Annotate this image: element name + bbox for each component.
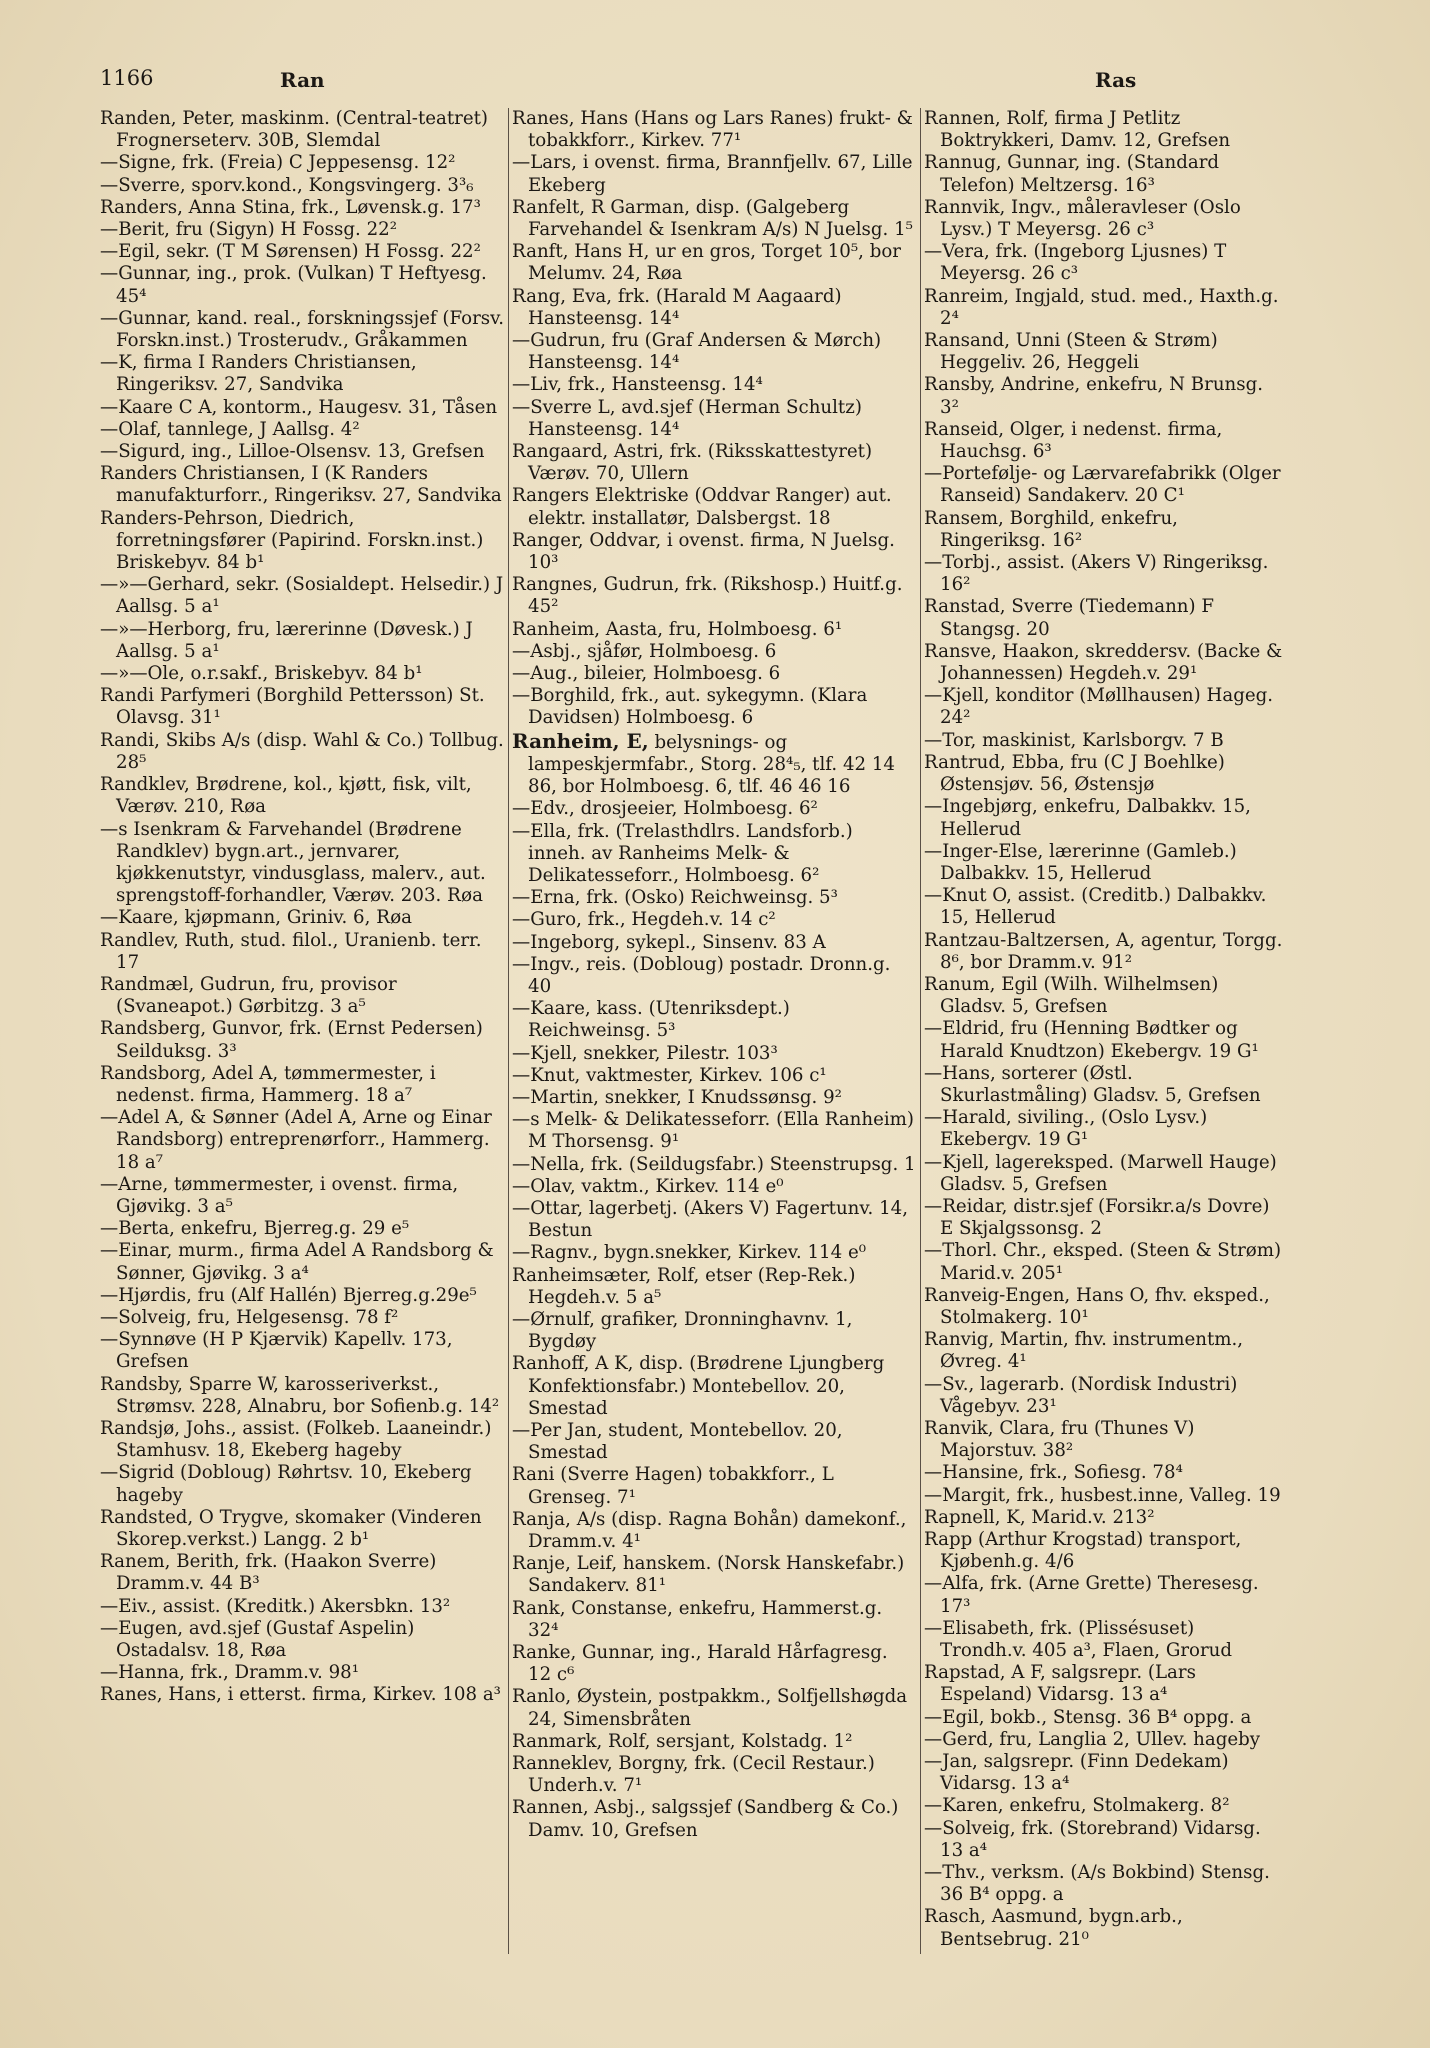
directory-entry: Rannug, Gunnar, ing. (Standard Telefon) Meltzersg. 16³ bbox=[924, 152, 1220, 196]
directory-entry: —Kaare C A, kontorm., Haugesv. 31, Tåsen bbox=[100, 396, 498, 418]
directory-entry: —Sigrid (Dobloug) Røhrtsv. 10, Ekeberg hageby bbox=[100, 1462, 472, 1506]
directory-entry: —Einar, murm., firma Adel A Randsborg & Sønner, Gjøvikg. 3 a⁴ bbox=[100, 1240, 494, 1284]
directory-entry: Rapnell, K, Marid.v. 213² bbox=[924, 1506, 1155, 1528]
directory-column-3 bbox=[924, 108, 1284, 1958]
directory-entry: —Kaare, kjøpmann, Griniv. 6, Røa bbox=[100, 907, 413, 929]
directory-entry: —Ingebjørg, enkefru, Dalbakkv. 15, Hellerud bbox=[924, 796, 1251, 840]
directory-entry: —Liv, frk., Hansteensg. 14⁴ bbox=[512, 374, 763, 396]
directory-entry: —Gerd, fru, Langlia 2, Ullev. hageby bbox=[924, 1728, 1261, 1750]
directory-entry: Ranvik, Clara, fru (Thunes V) Majorstuv. 38² bbox=[924, 1417, 1195, 1462]
directory-entry: —Kaare, kass. (Utenriksdept.) Reichweinsg. 5³ bbox=[512, 998, 790, 1042]
running-head-left: Ran bbox=[280, 68, 325, 92]
directory-entry: Randsted, O Trygve, skomaker (Vinderen Skorep.verkst.) Langg. 2 b¹ bbox=[100, 1506, 482, 1550]
directory-entry: Ranveig-Engen, Hans O, fhv. eksped., Stolmakerg. 10¹ bbox=[924, 1284, 1270, 1328]
directory-entry: —Synnøve (H P Kjærvik) Kapellv. 173, Grefsen bbox=[100, 1329, 453, 1373]
directory-entry: Rangers Elektriske (Oddvar Ranger) aut. elektr. installatør, Dalsbergst. 18 bbox=[512, 485, 892, 529]
directory-entry: —Portefølje- og Lærvarefabrikk (Olger Ranseid) Sandakerv. 20 C¹ bbox=[924, 463, 1281, 507]
directory-entry: —Inger-Else, lærerinne (Gamleb.) Dalbakkv. 15, Hellerud bbox=[924, 840, 1237, 884]
directory-entry: —Sverre L, avd.sjef (Herman Schultz) Hansteensg. 14⁴ bbox=[512, 396, 862, 440]
directory-entry: —Reidar, distr.sjef (Forsikr.a/s Dovre) E Skjalgssonsg. 2 bbox=[924, 1195, 1270, 1240]
directory-entry: —Edv., drosjeeier, Holmboesg. 6² bbox=[512, 798, 818, 820]
directory-entry: Rapp (Arthur Krogstad) transport, Kjøbenh.g. 4/6 bbox=[924, 1529, 1242, 1573]
directory-entry: Ransem, Borghild, enkefru, Ringeriksg. 16² bbox=[924, 507, 1178, 551]
directory-entry: —Berta, enkefru, Bjerreg.g. 29 e⁵ bbox=[100, 1218, 410, 1240]
directory-entry: —Hansine, frk., Sofiesg. 78⁴ bbox=[924, 1462, 1183, 1484]
directory-entry: Ransve, Haakon, skreddersv. (Backe & Johannessen) Hegdeh.v. 29¹ bbox=[924, 640, 1283, 685]
directory-entry: —Torbj., assist. (Akers V) Ringeriksg. 16² bbox=[924, 552, 1269, 596]
directory-entry: Rannen, Asbj., salgssjef (Sandberg & Co.) Damv. 10, Grefsen bbox=[512, 1797, 899, 1841]
directory-entry: Ranneklev, Borgny, frk. (Cecil Restaur.) Underh.v. 7¹ bbox=[512, 1753, 875, 1797]
directory-entry: Ranum, Egil (Wilh. Wilhelmsen) Gladsv. 5, Grefsen bbox=[924, 973, 1219, 1018]
directory-entry: —Signe, frk. (Freia) C Jeppesensg. 12² bbox=[100, 152, 456, 174]
directory-entry: Ranger, Oddvar, i ovenst. firma, N Juelsg. 10³ bbox=[512, 529, 895, 574]
directory-entry: —Martin, snekker, I Knudssønsg. 9² bbox=[512, 1086, 842, 1108]
directory-entry: Ranft, Hans H, ur en gros, Torget 10⁵, bor Melumv. 24, Røa bbox=[512, 241, 901, 285]
directory-entry: —Hjørdis, fru (Alf Hallén) Bjerreg.g.29e⁵ bbox=[100, 1284, 477, 1306]
directory-entry: —Ragnv., bygn.snekker, Kirkev. 114 e⁰ bbox=[512, 1242, 866, 1264]
directory-entry: —Erna, frk. (Osko) Reichweinsg. 5³ bbox=[512, 887, 838, 909]
directory-entry: —Aug., bileier, Holmboesg. 6 bbox=[512, 663, 781, 685]
directory-entry: Rangaard, Astri, frk. (Riksskattestyret) Værøv. 70, Ullern bbox=[512, 441, 873, 485]
directory-entry: —s Isenkram & Farvehandel (Brødrene Randklev) bygn.art., jernvarer, kjøkkenutstyr, vindusglass, malerv., aut. sprengstoff-forhandler, Værøv. 203. Røa bbox=[100, 818, 486, 907]
directory-entry: —Nella, frk. (Seildugsfabr.) Steenstrupsg. 1 bbox=[512, 1153, 916, 1175]
directory-entry: Randsjø, Johs., assist. (Folkeb. Laaneindr.) Stamhusv. 18, Ekeberg hageby bbox=[100, 1417, 492, 1462]
directory-entry: Rangnes, Gudrun, frk. (Rikshosp.) Huitf.g. 45² bbox=[512, 574, 903, 618]
directory-entry: —Ottar, lagerbetj. (Akers V) Fagertunv. 14, Bestun bbox=[512, 1197, 908, 1242]
page-header bbox=[0, 66, 1430, 100]
directory-entry: —Jan, salgsrepr. (Finn Dedekam) Vidarsg. 13 a⁴ bbox=[924, 1751, 1229, 1795]
directory-entry: Ranheimsæter, Rolf, etser (Rep-Rek.) Hegdeh.v. 5 a⁵ bbox=[512, 1264, 856, 1308]
directory-entry: —Gunnar, ing., prok. (Vulkan) T Heftyesg. 45⁴ bbox=[100, 263, 487, 307]
directory-entry: —Harald, siviling., (Oslo Lysv.) Ekebergv. 19 G¹ bbox=[924, 1107, 1208, 1151]
directory-entry: Randmæl, Gudrun, fru, provisor (Svaneapot.) Gørbitzg. 3 a⁵ bbox=[100, 973, 397, 1018]
directory-entry: —Egil, sekr. (T M Sørensen) H Fossg. 22² bbox=[100, 241, 481, 263]
running-head-right: Ras bbox=[1095, 68, 1137, 92]
directory-entry: Rannvik, Ingv., måleravleser (Oslo Lysv.) T Meyersg. 26 c³ bbox=[924, 196, 1241, 241]
directory-entry: —Karen, enkefru, Stolmakerg. 8² bbox=[924, 1795, 1230, 1817]
directory-entry: Randers Christiansen, I (K Randers manufakturforr., Ringeriksv. 27, Sandvika bbox=[100, 463, 502, 507]
directory-entry: Ranje, Leif, hanskem. (Norsk Hanskefabr.) Sandakerv. 81¹ bbox=[512, 1553, 905, 1597]
directory-entry: Randsberg, Gunvor, frk. (Ernst Pedersen) Seilduksg. 3³ bbox=[100, 1018, 483, 1062]
directory-column-1 bbox=[100, 108, 504, 1958]
directory-entry: —Sverre, sporv.kond., Kongsvingerg. 3³₆ bbox=[100, 174, 474, 196]
directory-entry: Ranmark, Rolf, sersjant, Kolstadg. 1² bbox=[512, 1730, 853, 1752]
directory-entry: Ranheim, Aasta, fru, Holmboesg. 6¹ bbox=[512, 618, 843, 640]
directory-entry: —Lars, i ovenst. firma, Brannfjellv. 67, Lille Ekeberg bbox=[512, 152, 913, 196]
directory-entry: Rasch, Aasmund, bygn.arb., Bentsebrug. 21⁰ bbox=[924, 1906, 1183, 1950]
directory-entry: —s Melk- & Delikatesseforr. (Ella Ranheim) M Thorsensg. 9¹ bbox=[512, 1109, 915, 1153]
directory-entry: —Ella, frk. (Trelasthdlrs. Landsforb.) inneh. av Ranheims Melk- & Delikatesseforr., Holmboesg. 6² bbox=[512, 820, 853, 886]
directory-entry: —»—Herborg, fru, lærerinne (Døvesk.) J Aallsg. 5 a¹ bbox=[100, 618, 473, 662]
directory-entry: —Gunnar, kand. real., forskningssjef (Forsv. Forskn.inst.) Trosterudv., Gråkammen bbox=[100, 307, 504, 352]
directory-entry: Randi Parfymeri (Borghild Pettersson) St. Olavsg. 31¹ bbox=[100, 685, 485, 729]
directory-entry: Ranreim, Ingjald, stud. med., Haxth.g. 2⁴ bbox=[924, 285, 1279, 329]
directory-entry: Ranheim, E, belysnings- og lampeskjermfabr., Storg. 28⁴₅, tlf. 42 14 86, bor Holmboesg. 6, tlf. 46 46 16 bbox=[512, 728, 896, 798]
directory-entry: Ranem, Berith, frk. (Haakon Sverre) Dramm.v. 44 B³ bbox=[100, 1551, 437, 1595]
directory-entry: Randers, Anna Stina, frk., Løvensk.g. 17³ bbox=[100, 196, 481, 218]
directory-entry: Ranseid, Olger, i nedenst. firma, Hauchsg. 6³ bbox=[924, 418, 1223, 463]
directory-entry: Ranja, A/s (disp. Ragna Bohån) damekonf., Dramm.v. 4¹ bbox=[512, 1508, 907, 1552]
directory-entry: —Arne, tømmermester, i ovenst. firma, Gjøvikg. 3 a⁵ bbox=[100, 1173, 459, 1217]
directory-entry: —Asbj., sjåfør, Holmboesg. 6 bbox=[512, 640, 777, 662]
directory-entry: Randi, Skibs A/s (disp. Wahl & Co.) Tollbug. 28⁵ bbox=[100, 729, 504, 773]
directory-entry: —Egil, bokb., Stensg. 36 B⁴ oppg. a bbox=[924, 1706, 1252, 1728]
directory-entry: Randklev, Brødrene, kol., kjøtt, fisk, vilt, Værøv. 210, Røa bbox=[100, 774, 472, 818]
directory-entry: —Per Jan, student, Montebellov. 20, Smestad bbox=[512, 1419, 843, 1464]
directory-entry: —K, firma I Randers Christiansen, Ringeriksv. 27, Sandvika bbox=[100, 352, 417, 396]
directory-column-2 bbox=[512, 108, 916, 1958]
directory-entry: Ranfelt, R Garman, disp. (Galgeberg Farvehandel & Isenkram A/s) N Juelsg. 1⁵ bbox=[512, 196, 913, 241]
directory-entry: —Eugen, avd.sjef (Gustaf Aspelin) Ostadalsv. 18, Røa bbox=[100, 1617, 415, 1662]
directory-entry: —Berit, fru (Sigyn) H Fossg. 22² bbox=[100, 219, 398, 241]
directory-entry: Ranhoff, A K, disp. (Brødrene Ljungberg Konfektionsfabr.) Montebellov. 20, Smestad bbox=[512, 1353, 885, 1419]
directory-entry: —Kjell, lagereksped. (Marwell Hauge) Gladsv. 5, Grefsen bbox=[924, 1151, 1277, 1195]
directory-entry: —Thorl. Chr., eksped. (Steen & Strøm) Marid.v. 205¹ bbox=[924, 1240, 1282, 1284]
column-divider bbox=[920, 108, 921, 1954]
directory-entry: Rang, Eva, frk. (Harald M Aagaard) Hansteensg. 14⁴ bbox=[512, 285, 842, 329]
directory-entry: Randsby, Sparre W, karosseriverkst., Strømsv. 228, Alnabru, bor Sofienb.g. 14² bbox=[100, 1373, 500, 1417]
directory-entry: Rannen, Rolf, firma J Petlitz Boktrykkeri, Damv. 12, Grefsen bbox=[924, 108, 1231, 152]
directory-entry: —Adel A, & Sønner (Adel A, Arne og Einar Randsborg) entreprenørforr., Hammerg. 18 a⁷ bbox=[100, 1107, 492, 1173]
directory-entry: Ranes, Hans (Hans og Lars Ranes) frukt- & tobakkforr., Kirkev. 77¹ bbox=[512, 108, 913, 152]
directory-entry: Rapstad, A F, salgsrepr. (Lars Espeland) Vidarsg. 13 a⁴ bbox=[924, 1662, 1196, 1706]
directory-entry: Rank, Constanse, enkefru, Hammerst.g. 32⁴ bbox=[512, 1597, 883, 1641]
directory-entry: Ranes, Hans, i etterst. firma, Kirkev. 108 a³ bbox=[100, 1684, 501, 1706]
directory-entry: Randsborg, Adel A, tømmermester, i nedenst. firma, Hammerg. 18 a⁷ bbox=[100, 1062, 436, 1106]
page-number: 1166 bbox=[100, 66, 154, 90]
directory-entry: Rantzau-Baltzersen, A, agentur, Torgg. 8⁶, bor Dramm.v. 91² bbox=[924, 929, 1283, 973]
directory-entry: —Tor, maskinist, Karlsborgv. 7 B bbox=[924, 729, 1224, 751]
directory-entry: Rantrud, Ebba, fru (C J Boehlke) Østensjøv. 56, Østensjø bbox=[924, 751, 1225, 796]
directory-entry: —Solveig, frk. (Storebrand) Vidarsg. 13 a⁴ bbox=[924, 1817, 1261, 1861]
directory-entry: Rani (Sverre Hagen) tobakkforr., L Grenseg. 7¹ bbox=[512, 1464, 834, 1508]
directory-entry: Ranvig, Martin, fhv. instrumentm., Øvreg. 4¹ bbox=[924, 1329, 1244, 1373]
directory-entry: —Elisabeth, frk. (Plissésuset) Trondh.v. 405 a³, Flaen, Grorud bbox=[924, 1617, 1233, 1662]
directory-entry: Ranstad, Sverre (Tiedemann) F Stangsg. 20 bbox=[924, 596, 1215, 640]
directory-entry: Ranke, Gunnar, ing., Harald Hårfagresg. 12 c⁶ bbox=[512, 1642, 888, 1686]
directory-entry: —Margit, frk., husbest.inne, Valleg. 19 bbox=[924, 1484, 1281, 1506]
directory-entry: —Vera, frk. (Ingeborg Ljusnes) T Meyersg. 26 c³ bbox=[924, 241, 1227, 285]
directory-entry: Randers-Pehrson, Diedrich, forretningsfører (Papirind. Forskn.inst.) Briskebyv. 84 b¹ bbox=[100, 507, 484, 574]
directory-entry: —Knut, vaktmester, Kirkev. 106 c¹ bbox=[512, 1064, 827, 1086]
directory-entry: —Ingv., reis. (Dobloug) postadr. Dronn.g. 40 bbox=[512, 953, 891, 997]
directory-entry: —Olav, vaktm., Kirkev. 114 e⁰ bbox=[512, 1175, 784, 1197]
column-divider bbox=[508, 108, 509, 1954]
directory-entry: —Eldrid, fru (Henning Bødtker og Harald Knudtzon) Ekebergv. 19 G¹ bbox=[924, 1018, 1259, 1062]
directory-entry: —Alfa, frk. (Arne Grette) Theresesg. 17³ bbox=[924, 1573, 1259, 1617]
directory-entry: —Thv., verksm. (A/s Bokbind) Stensg. 36 B⁴ oppg. a bbox=[924, 1862, 1270, 1906]
directory-entry: Randlev, Ruth, stud. filol., Uranienb. terr. 17 bbox=[100, 929, 482, 973]
directory-entry: Ransand, Unni (Steen & Strøm) Heggeliv. 26, Heggeli bbox=[924, 330, 1218, 374]
directory-entry: Ranlo, Øystein, postpakkm., Solfjellshøgda 24, Simensbråten bbox=[512, 1686, 908, 1730]
directory-entry: —Solveig, fru, Helgesensg. 78 f² bbox=[100, 1306, 399, 1328]
directory-entry: Randen, Peter, maskinm. (Central-teatret) Frognerseterv. 30B, Slemdal bbox=[100, 108, 489, 152]
directory-entry: Ransby, Andrine, enkefru, N Brunsg. 3² bbox=[924, 374, 1264, 418]
directory-entry: —Borghild, frk., aut. sykegymn. (Klara Davidsen) Holmboesg. 6 bbox=[512, 685, 868, 729]
directory-entry: —Ingeborg, sykepl., Sinsenv. 83 A bbox=[512, 931, 826, 953]
directory-entry: —Sv., lagerarb. (Nordisk Industri) Vågebyv. 23¹ bbox=[924, 1373, 1238, 1417]
directory-entry: —Gudrun, fru (Graf Andersen & Mørch) Hansteensg. 14⁴ bbox=[512, 330, 882, 374]
directory-entry: —Knut O, assist. (Creditb.) Dalbakkv. 15, Hellerud bbox=[924, 885, 1267, 929]
directory-entry: —Sigurd, ing., Lilloe-Olsensv. 13, Grefsen bbox=[100, 441, 485, 463]
directory-entry: —Eiv., assist. (Kreditk.) Akersbkn. 13² bbox=[100, 1595, 451, 1617]
directory-entry: —Hans, sorterer (Østl. Skurlastmåling) Gladsv. 5, Grefsen bbox=[924, 1062, 1261, 1106]
directory-entry: —Hanna, frk., Dramm.v. 98¹ bbox=[100, 1662, 360, 1684]
directory-entry: —Guro, frk., Hegdeh.v. 14 c² bbox=[512, 909, 776, 931]
directory-entry: —Ørnulf, grafiker, Dronninghavnv. 1, Bygdøy bbox=[512, 1308, 853, 1353]
directory-entry: —»—Gerhard, sekr. (Sosialdept. Helsedir.) J Aallsg. 5 a¹ bbox=[100, 574, 504, 618]
directory-entry: —Kjell, konditor (Møllhausen) Hageg. 24² bbox=[924, 685, 1274, 729]
directory-entry: —Olaf, tannlege, J Aallsg. 4² bbox=[100, 418, 360, 440]
directory-entry: —»—Ole, o.r.sakf., Briskebyv. 84 b¹ bbox=[100, 663, 423, 685]
directory-entry: —Kjell, snekker, Pilestr. 103³ bbox=[512, 1042, 778, 1064]
